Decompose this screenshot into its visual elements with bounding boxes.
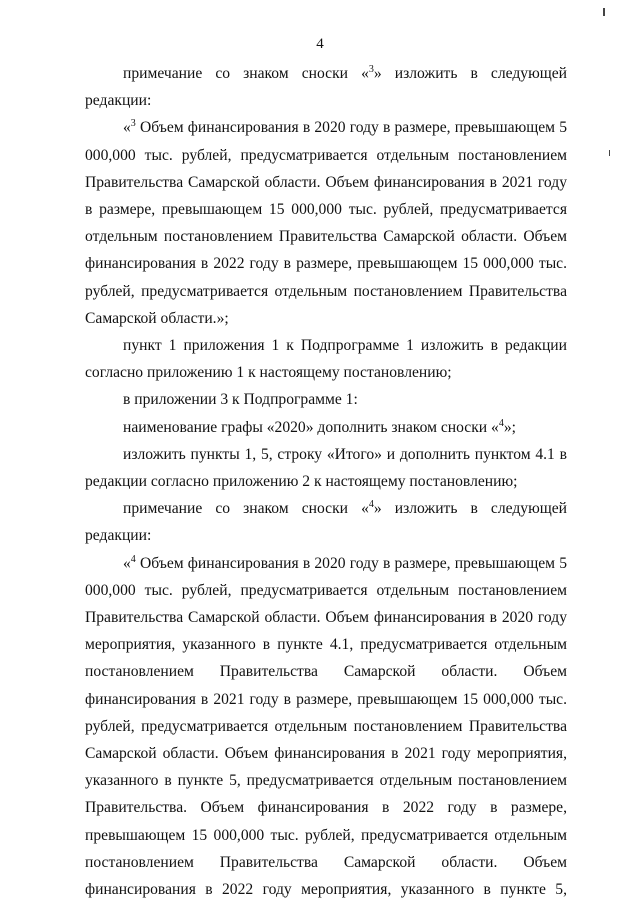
text-run: примечание со знаком сноски « [123, 65, 369, 82]
text-run: примечание со знаком сноски « [123, 500, 369, 518]
paragraph-column-2020 [85, 414, 567, 441]
paragraph-items-update [85, 441, 567, 495]
text-run: »; [503, 418, 516, 436]
text-run: в приложении 3 к Подпрограмме 1: [123, 391, 358, 409]
paragraph-item-1 [85, 332, 567, 386]
scan-artifact-mark [609, 150, 610, 156]
text-run: пункт 1 приложения 1 к Подпрограмме 1 изложить в редакции согласно приложению 1 к настоящему постановлению; [85, 337, 567, 382]
paragraph-note-4-intro [85, 495, 567, 549]
paragraph-note-3-intro [85, 60, 567, 114]
footnote-marker: 3 [368, 64, 374, 75]
document-body [85, 60, 567, 903]
text-run: » изложить в следующей редакции: [85, 65, 568, 110]
text-run: Объем финансирования в 2020 году в размере, превышающем 5 000,000 тыс. рублей, предусматривается отдельным постановлением Правительства Самарской области. Объем финансирования в 2021 году в размере, превышающем 15 000,000 тыс. рублей, предусматривается отдельным постановлением Правительства Самарской области. Объем финансирования в 2022 году в размере, превышающем 15 000,000 тыс. рублей, предусматривается отдельным постановлением Правительства Самарской области.»; [85, 119, 567, 327]
paragraph-note-3-text [85, 114, 567, 332]
page-number: 4 [316, 36, 324, 52]
text-run: изложить пункты 1, 5, строку «Итого» и дополнить пунктом 4.1 в редакции согласно приложению 2 к настоящему постановлению; [85, 445, 567, 491]
footnote-marker: 3 [130, 118, 136, 130]
text-run: « [123, 554, 131, 572]
paragraph-appendix-3 [85, 386, 567, 413]
text-run: « [123, 119, 131, 137]
footnote-marker: 4 [130, 553, 136, 565]
scan-artifact-mark [603, 8, 605, 16]
text-run: » изложить в следующей редакции: [85, 500, 568, 545]
text-run: Объем финансирования в 2020 году в размере, превышающем 5 000,000 тыс. рублей, предусматривается отдельным постановлением Правительства Самарской области. Объем финансирования в 2020 году мероприятия, указанного в пункте 4.1, предусматривается отдельным постановлением Правительства Самарской области. Объем финансирования в 2021 году в размере, превышающем 15 000,000 тыс. рублей, предусматривается отдельным постановлением Правительства Самарской области. Объем финансирования в 2021 году мероприятия, указанного в пункте 5, предусматривается отдельным постановлением Правительства. Объем финансирования в 2022 году в размере, превышающем 15 000,000 тыс. рублей, предусматривается отдельным постановлением Правительства Самарской области. Объем финансирования в 2022 году мероприятия, указанного в пункте 5, [85, 554, 567, 899]
text-run: наименование графы «2020» дополнить знаком сноски « [123, 418, 499, 436]
footnote-marker: 4 [368, 499, 374, 511]
paragraph-note-4-text [85, 550, 567, 904]
footnote-marker: 4 [498, 417, 504, 429]
